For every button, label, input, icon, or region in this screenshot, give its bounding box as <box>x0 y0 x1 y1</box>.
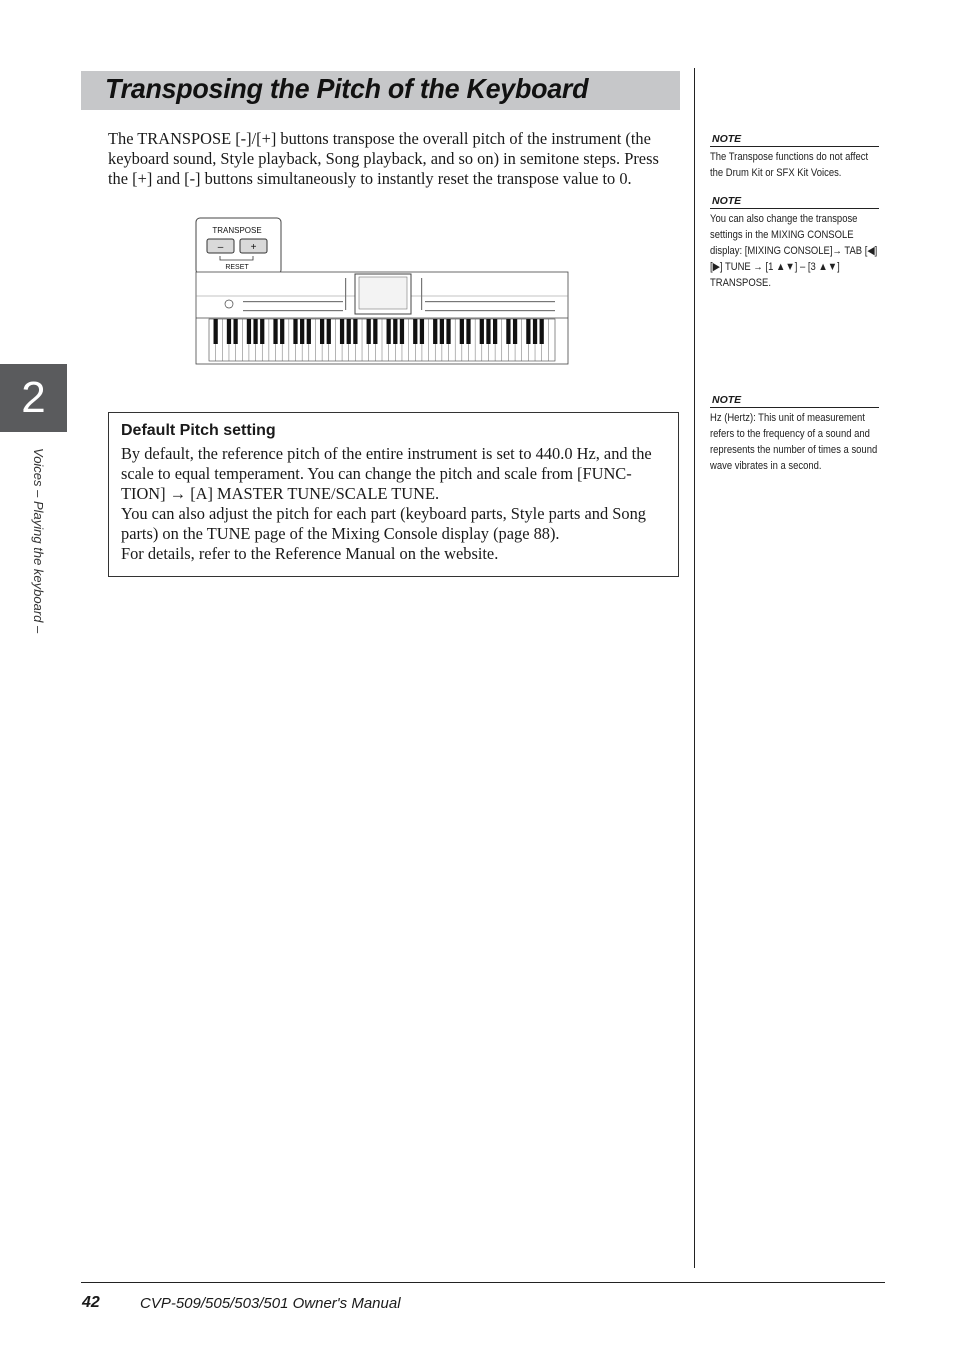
note-2 <box>710 195 879 291</box>
page-number: 42 <box>82 1294 100 1311</box>
note-1 <box>710 133 879 181</box>
keyboard-illustration <box>195 216 569 368</box>
note-text: You can also change the transpose settings in the MIXING CONSOLE display: [MIXING CONSOLE]→ TAB [◀][▶] TUNE → [1 ▲▼] – [3 ▲▼] TRANSPOSE. <box>710 213 878 289</box>
default-pitch-box <box>108 412 679 577</box>
default-pitch-para2: You can also adjust the pitch for each part (keyboard parts, Style parts and Song parts) on the TUNE page of the Mixing Console display (page 88). <box>121 504 646 543</box>
transpose-label: TRANSPOSE <box>212 226 262 235</box>
reset-label: RESET <box>225 264 249 271</box>
default-pitch-para3: For details, refer to the Reference Manual on the website. <box>121 544 499 563</box>
footer-rule <box>81 1282 885 1283</box>
section-title-bar <box>81 71 680 110</box>
note-label: NOTE <box>710 195 879 209</box>
chapter-number: 2 <box>21 373 46 422</box>
note-label: NOTE <box>710 394 879 408</box>
transpose-plus-label: + <box>250 242 257 253</box>
default-pitch-para1: By default, the reference pitch of the entire instrument is set to 440.0 Hz, and the scale to equal temperament. You can change the pitch and scale from [FUNC-TION] → [A] MASTER TUNE/SCALE TUNE. <box>121 444 652 503</box>
intro-paragraph: The TRANSPOSE [-]/[+] buttons transpose the overall pitch of the instrument (the keyboard sound, Style playback, Song playback, and so on) in semitone steps. Press the [+] and [-] buttons simultaneously to instantly reset the transpose value to 0. <box>108 129 659 188</box>
column-divider <box>694 68 695 1268</box>
note-text: Hz (Hertz): This unit of measurement refers to the frequency of a sound and represents the number of times a sound wave vibrates in a second. <box>710 412 878 472</box>
note-label: NOTE <box>710 133 879 147</box>
note-3 <box>710 394 879 474</box>
transpose-minus-label: – <box>217 242 224 253</box>
chapter-tab <box>0 364 67 432</box>
note-text: The Transpose functions do not affect the Drum Kit or SFX Kit Voices. <box>710 151 869 179</box>
manual-title: CVP-509/505/503/501 Owner's Manual <box>140 1295 401 1312</box>
section-title: Transposing the Pitch of the Keyboard <box>105 73 589 104</box>
chapter-label: Voices – Playing the keyboard – <box>31 448 46 634</box>
default-pitch-heading: Default Pitch setting <box>121 422 276 439</box>
